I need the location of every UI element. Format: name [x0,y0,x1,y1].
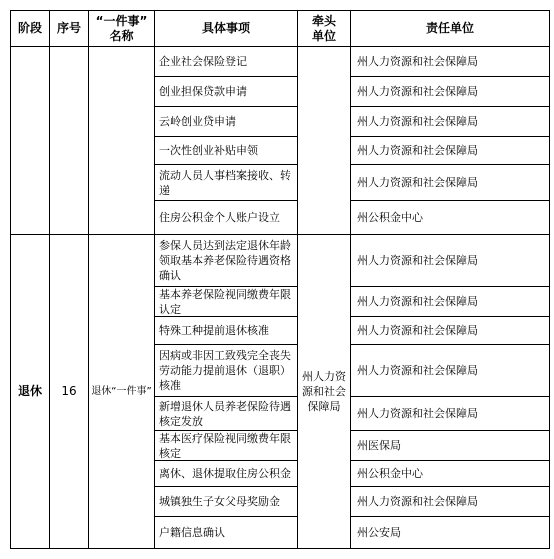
item-cell: 基本养老保险视同缴费年限认定 [159,287,291,316]
stage-cell: 退休 [17,384,42,398]
item-cell: 离休、退休提取住房公积金 [159,467,291,480]
item-cell: 参保人员达到法定退休年龄领取基本养老保险待遇资格确认 [159,239,291,282]
resp-cell: 州公积金中心 [357,211,423,224]
header-one-item-name [89,11,154,46]
item-cell: 云岭创业贷申请 [159,115,236,128]
resp-cell: 州人力资源和社会保障局 [357,407,478,420]
resp-cell: 州人力资源和社会保障局 [357,144,478,157]
header-seq: 序号 [56,21,81,35]
item-cell: 住房公积金个人账户设立 [159,211,280,224]
item-cell: 流动人员人事档案接收、转递 [159,168,291,197]
resp-cell: 州人力资源和社会保障局 [357,85,478,98]
table-border-right [549,10,550,549]
resp-cell: 州人力资源和社会保障局 [357,115,478,128]
header-lead-line1: 牵头 [311,13,336,28]
item-cell: 创业担保贷款申请 [159,85,247,98]
resp-cell: 州人力资源和社会保障局 [357,364,478,377]
resp-cell: 州人力资源和社会保障局 [357,324,478,337]
header-lead-line2: 单位 [311,28,336,43]
item-cell: 新增退休人员养老保险待遇核定发放 [159,399,291,428]
resp-cell: 州人力资源和社会保障局 [357,254,478,267]
item-cell: 城镇独生子女父母奖励金 [159,495,280,508]
item-cell: 基本医疗保险视同缴费年限核定 [159,431,291,460]
header-resp-unit: 责任单位 [425,21,474,35]
item-cell: 户籍信息确认 [159,526,225,539]
header-one-item-line2: 名称 [109,28,134,43]
header-one-item-line1: “一件事” [95,13,148,28]
seq-cell: 16 [61,384,77,398]
table-border-bottom [10,548,550,549]
lead-unit-cell: 州人力资源和社会保障局 [302,370,346,413]
one-item-name-cell: 退休“一件事” [91,386,152,397]
resp-cell: 州公积金中心 [357,467,423,480]
resp-cell: 州人力资源和社会保障局 [357,495,478,508]
item-cell: 一次性创业补贴申领 [159,144,258,157]
header-item: 具体事项 [201,21,250,35]
item-cell: 特殊工种提前退休核准 [159,324,269,337]
resp-cell: 州医保局 [357,439,401,452]
item-cell: 企业社会保险登记 [159,55,247,68]
header-stage: 阶段 [17,21,42,35]
item-cell: 因病或非因工致残完全丧失劳动能力提前退休（退职）核准 [159,349,291,392]
header-lead-unit [298,11,350,46]
resp-cell: 州人力资源和社会保障局 [357,176,478,189]
resp-cell: 州人力资源和社会保障局 [357,55,478,68]
resp-cell: 州人力资源和社会保障局 [357,295,478,308]
resp-cell: 州公安局 [357,526,401,539]
